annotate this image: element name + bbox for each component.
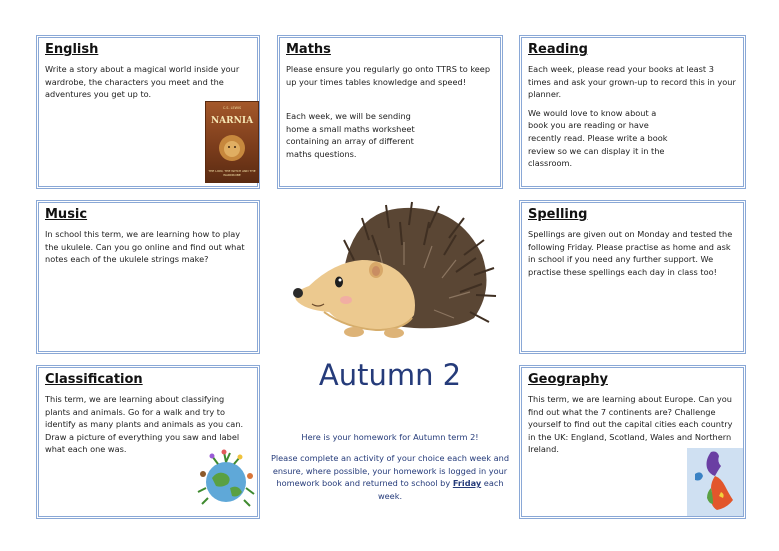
instructions-after: each week. (377, 478, 504, 501)
english-card (36, 35, 260, 189)
reading-text-review: We would love to know about a book you are reading or have recently read. Please write a book review so we can display it in the classroom. (528, 107, 668, 169)
music-card (36, 200, 260, 354)
maths-text-ttrs: Please ensure you regularly go onto TTRS to keep up your times tables knowledge and speed! (286, 64, 491, 87)
homework-instructions (270, 452, 510, 502)
page-title: Autumn 2 (318, 358, 462, 392)
uk-map (687, 448, 743, 516)
book-author: C.S. LEWIS (222, 106, 242, 110)
classification-card (36, 365, 260, 519)
music-text: In school this term, we are learning how to play the ukulele. Can you go online and find out what notes each of the ukulele strings make? (45, 229, 245, 265)
english-title: English (45, 42, 99, 57)
instructions-friday: Friday (452, 478, 482, 489)
book-subtitle: THE LION, THE WITCH AND THE WARDROBE (208, 169, 256, 177)
narnia-book-cover (205, 101, 259, 183)
hedgehog-illustration (284, 200, 499, 350)
reading-text-planner: Each week, please read your books at least 3 times and ask your grown-up to record this in your planner. (528, 64, 736, 100)
book-title: NARNIA (210, 116, 254, 126)
reading-title: Reading (528, 42, 588, 57)
spelling-title: Spelling (528, 207, 588, 222)
geography-card (519, 365, 746, 519)
earth-globe-with-plants-and-animals (194, 448, 258, 508)
instructions-before: Please complete an activity of your choice each week and ensure, where possible, your homework is logged in your homework book and returned to school by (270, 453, 510, 489)
geography-title: Geography (528, 372, 608, 387)
maths-text-worksheet: Each week, we will be sending home a small maths worksheet containing an array of different maths questions. (286, 111, 415, 159)
geography-text: This term, we are learning about Europe. Can you find out what the 7 continents are? Challenge yourself to find out the capital cities each country in the UK: England, Scotland, Wales and Northern Ireland. (528, 394, 733, 455)
maths-card (277, 35, 503, 189)
classification-title: Classification (45, 372, 143, 387)
spelling-card (519, 200, 746, 354)
homework-intro: Here is your homework for Autumn term 2! (301, 432, 479, 442)
spelling-text: Spellings are given out on Monday and tested the following Friday. Please practise as home and ask in school if you need any further support. We practise these spellings each day in class too! (528, 229, 733, 277)
maths-title: Maths (286, 42, 331, 57)
english-text: Write a story about a magical world inside your wardrobe, the characters you meet and the adventures you get up to. (45, 64, 240, 100)
music-title: Music (45, 207, 88, 222)
reading-card (519, 35, 746, 189)
lion-illustration (206, 128, 258, 168)
classification-text: This term, we are learning about classifying plants and animals. Go for a walk and try to identify as many plants and animals as you can. Draw a picture of everything you saw and label what each one was. (45, 394, 244, 455)
